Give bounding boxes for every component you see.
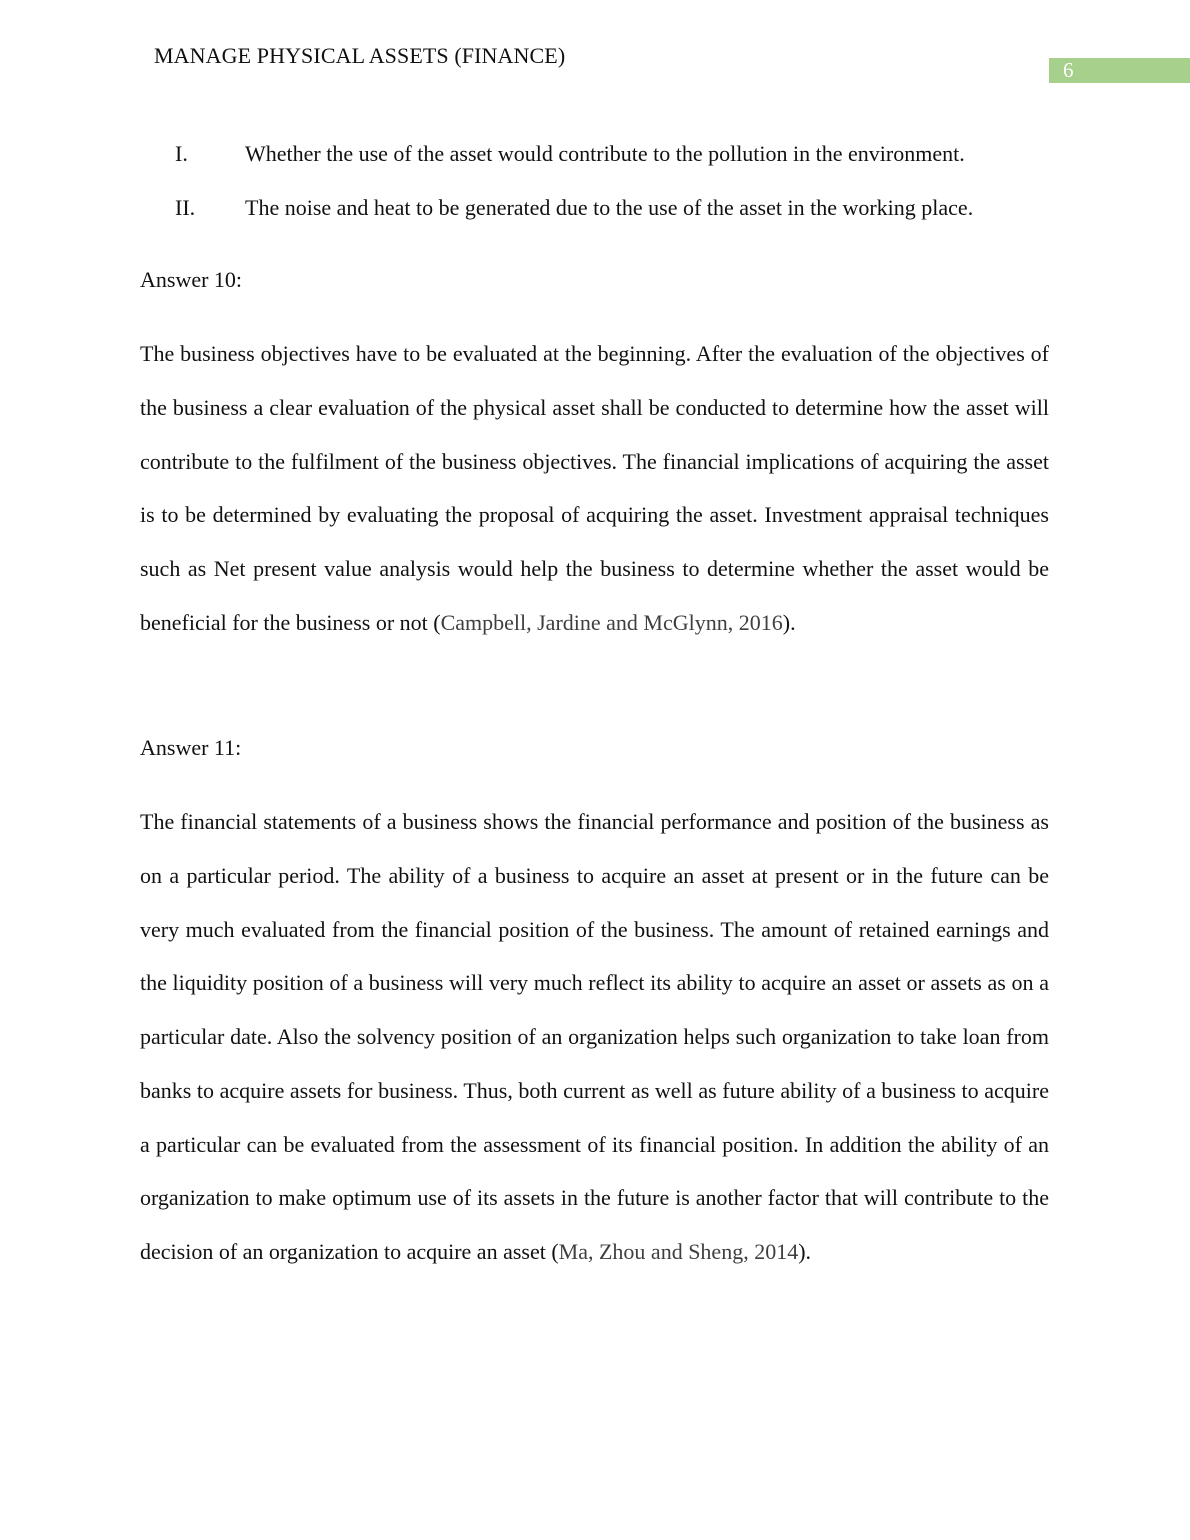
answer-10-citation: Campbell, Jardine and McGlynn, 2016 bbox=[440, 609, 783, 635]
list-item-text: Whether the use of the asset would contribute to the pollution in the environment. bbox=[245, 141, 965, 166]
answer-11-body: The financial statements of a business shows the financial performance and position of the business as on a particular period. The ability of a business to acquire an asset at present or in the future can be very much evaluated from the financial position of the business. The amount of retained earnings and the liquidity position of a business will very much reflect its ability to acquire an asset or assets as on a particular date. Also the solvency position of an organization helps such organization to take loan from banks to acquire assets for business. Thus, both current as well as future ability of a business to acquire a particular can be evaluated from the assessment of its financial position. In addition the ability of an organization to make optimum use of its assets in the future is another factor that will contribute to the decision of an organization to acquire an asset ( bbox=[140, 809, 1049, 1264]
page-number: 6 bbox=[1063, 58, 1074, 82]
answer-10-body: The business objectives have to be evaluated at the beginning. After the evaluation of the objectives of the business a clear evaluation of the physical asset shall be conducted to determine how the asset will contribute to the fulfilment of the business objectives. The financial implications of acquiring the asset is to be determined by evaluating the proposal of acquiring the asset. Investment appraisal techniques such as Net present value analysis would help the business to determine whether the asset would be beneficial for the business or not ( bbox=[140, 341, 1049, 635]
answer-11-heading: Answer 11: bbox=[140, 735, 242, 760]
list-item-numeral: II. bbox=[175, 195, 196, 220]
answer-11-closing: ). bbox=[798, 1239, 812, 1264]
answer-10-heading: Answer 10: bbox=[140, 267, 243, 292]
answer-10-paragraph bbox=[140, 327, 1049, 650]
answer-11-citation: Ma, Zhou and Sheng, 2014 bbox=[558, 1239, 799, 1264]
running-header-title: MANAGE PHYSICAL ASSETS (FINANCE) bbox=[154, 43, 566, 68]
answer-11-paragraph bbox=[140, 795, 1049, 1279]
list-item-text: The noise and heat to be generated due to the use of the asset in the working place. bbox=[245, 195, 974, 220]
answer-10-closing: ). bbox=[782, 609, 796, 635]
page-number-badge bbox=[1049, 58, 1190, 83]
list-item-numeral: I. bbox=[175, 141, 188, 166]
